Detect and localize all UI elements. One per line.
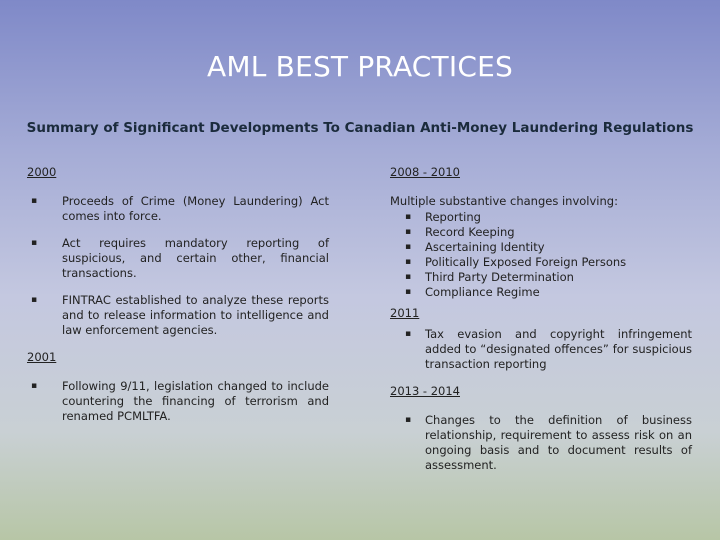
bullet-list-2000 xyxy=(27,194,329,338)
list-item-text: Proceeds of Crime (Money Laundering) Act comes into force. xyxy=(62,194,329,223)
changes-list xyxy=(390,210,692,300)
list-item xyxy=(390,210,692,225)
list-item-text: FINTRAC established to analyze these reports and to release information to intelligence and law enforcement agencies. xyxy=(62,293,329,337)
bullet-icon: ▪ xyxy=(405,212,412,222)
list-item-text: Ascertaining Identity xyxy=(425,240,545,254)
bullet-icon: ▪ xyxy=(405,242,412,252)
bullet-icon: ▪ xyxy=(31,381,38,391)
list-item-text: Politically Exposed Foreign Persons xyxy=(425,255,627,269)
bullet-list-2011 xyxy=(390,327,692,372)
list-item-text: Reporting xyxy=(425,210,481,224)
list-item xyxy=(390,225,692,240)
bullet-icon: ▪ xyxy=(405,272,412,282)
list-item xyxy=(27,236,329,281)
year-heading-2008-2010: 2008 - 2010 xyxy=(390,165,460,179)
year-heading-2000: 2000 xyxy=(27,165,57,179)
bullet-icon: ▪ xyxy=(405,415,412,425)
list-item xyxy=(27,194,329,224)
left-column xyxy=(27,165,329,436)
list-item xyxy=(27,293,329,338)
bullet-list-2001 xyxy=(27,379,329,424)
list-item xyxy=(27,379,329,424)
list-item-text: Compliance Regime xyxy=(425,285,540,299)
list-item-text: Changes to the definition of business relationship, requirement to assess risk on an ongoing basis and to document results of assessment. xyxy=(425,413,692,472)
list-item xyxy=(390,255,692,270)
bullet-icon: ▪ xyxy=(31,295,38,305)
list-item xyxy=(390,285,692,300)
slide-subtitle: Summary of Significant Developments To Canadian Anti-Money Laundering Regulations xyxy=(26,120,694,136)
list-item xyxy=(390,413,692,473)
section-intro: Multiple substantive changes involving: xyxy=(390,194,618,208)
right-column xyxy=(390,165,692,485)
list-item-text: Following 9/11, legislation changed to include countering the financing of terrorism and renamed PCMLTFA. xyxy=(62,379,329,423)
list-item-text: Act requires mandatory reporting of suspicious, and certain other, financial transactions. xyxy=(62,236,329,280)
list-item xyxy=(390,240,692,255)
list-item-text: Third Party Determination xyxy=(425,270,574,284)
bullet-icon: ▪ xyxy=(405,257,412,267)
bullet-icon: ▪ xyxy=(31,196,38,206)
slide-title: AML BEST PRACTICES xyxy=(207,50,513,83)
list-item-text: Tax evasion and copyright infringement added to “designated offences” for suspicious transaction reporting xyxy=(425,327,692,371)
year-heading-2011: 2011 xyxy=(390,306,420,320)
list-item-text: Record Keeping xyxy=(425,225,515,239)
bullet-icon: ▪ xyxy=(405,329,412,339)
list-item xyxy=(390,327,692,372)
bullet-list-2013-2014 xyxy=(390,413,692,473)
year-heading-2001: 2001 xyxy=(27,350,57,364)
list-item xyxy=(390,270,692,285)
year-heading-2013-2014: 2013 - 2014 xyxy=(390,384,460,398)
bullet-icon: ▪ xyxy=(31,238,38,248)
bullet-icon: ▪ xyxy=(405,287,412,297)
bullet-icon: ▪ xyxy=(405,227,412,237)
